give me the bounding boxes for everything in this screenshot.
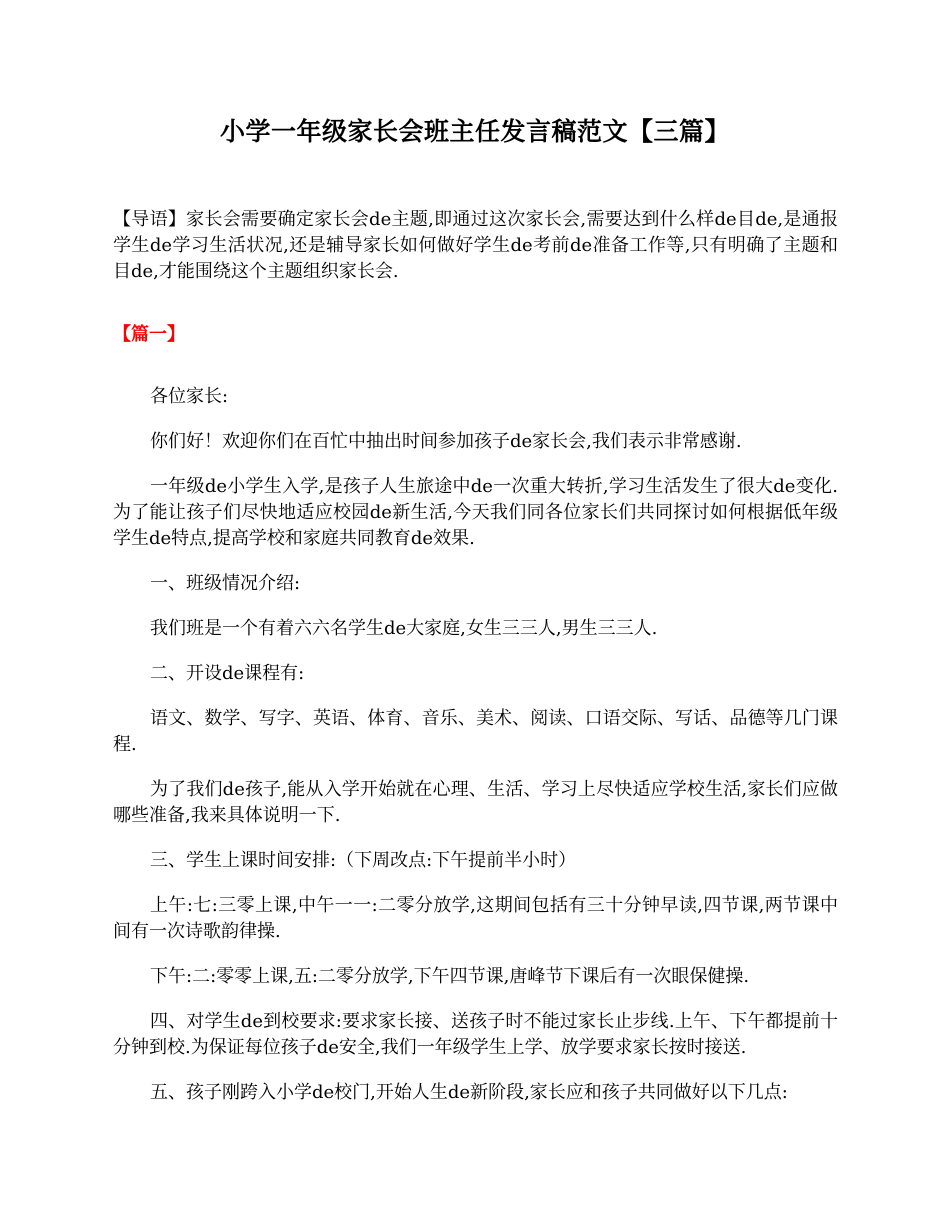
morning-schedule-paragraph: 上午:七:三零上课,中午一一:二零分放学,这期间包括有三十分钟早读,四节课,两节课中间有一次诗歌韵律操.	[113, 895, 838, 942]
afternoon-schedule-paragraph: 下午:二:零零上课,五:二零分放学,下午四节课,唐峰节下课后有一次眼保健操.	[150, 966, 750, 987]
courses-paragraph: 语文、数学、写字、英语、体育、音乐、美术、阅读、口语交际、写话、品德等几门课程.	[113, 708, 838, 755]
welcome-paragraph: 你们好！欢迎你们在百忙中抽出时间参加孩子de家长会,我们表示非常感谢.	[150, 431, 742, 452]
arrival-requirements-paragraph: 四、对学生de到校要求:要求家长接、送孩子时不能过家长止步线.上午、下午都提前十分钟到校.为保证每位孩子de安全,我们一年级学生上学、放学要求家长按时接送.	[113, 1011, 838, 1058]
section-heading: 【篇一】	[113, 324, 185, 345]
body-text	[113, 384, 838, 1125]
courses-heading: 二、开设de课程有:	[150, 663, 305, 684]
intro-paragraph: 【导语】家长会需要确定家长会de主题,即通过这次家长会,需要达到什么样de目de,是通报学生de学习生活状况,还是辅导家长如何做好学生de考前de准备工作等,只有明确了主题和目de,才能围绕这个主题组织家长会.	[113, 209, 838, 282]
document-title: 小学一年级家长会班主任发言稿范文【三篇】	[219, 117, 730, 146]
class-info-heading: 一、班级情况介绍:	[150, 573, 301, 594]
new-stage-paragraph: 五、孩子刚跨入小学de校门,开始人生de新阶段,家长应和孩子共同做好以下几点:	[150, 1082, 788, 1103]
class-info-paragraph: 我们班是一个有着六六名学生de大家庭,女生三三人,男生三三人.	[150, 618, 658, 639]
preparation-paragraph: 为了我们de孩子,能从入学开始就在心理、生活、学习上尽快适应学校生活,家长们应做哪些准备,我来具体说明一下.	[113, 779, 838, 826]
purpose-paragraph: 一年级de小学生入学,是孩子人生旅途中de一次重大转折,学习生活发生了很大de变化.为了能让孩子们尽快地适应校园de新生活,今天我们同各位家长们共同探讨如何根据低年级学生de特点,提高学校和家庭共同教育de效果.	[113, 476, 838, 549]
salutation-paragraph: 各位家长:	[150, 386, 229, 407]
schedule-heading: 三、学生上课时间安排:（下周改点:下午提前半小时）	[150, 850, 577, 871]
